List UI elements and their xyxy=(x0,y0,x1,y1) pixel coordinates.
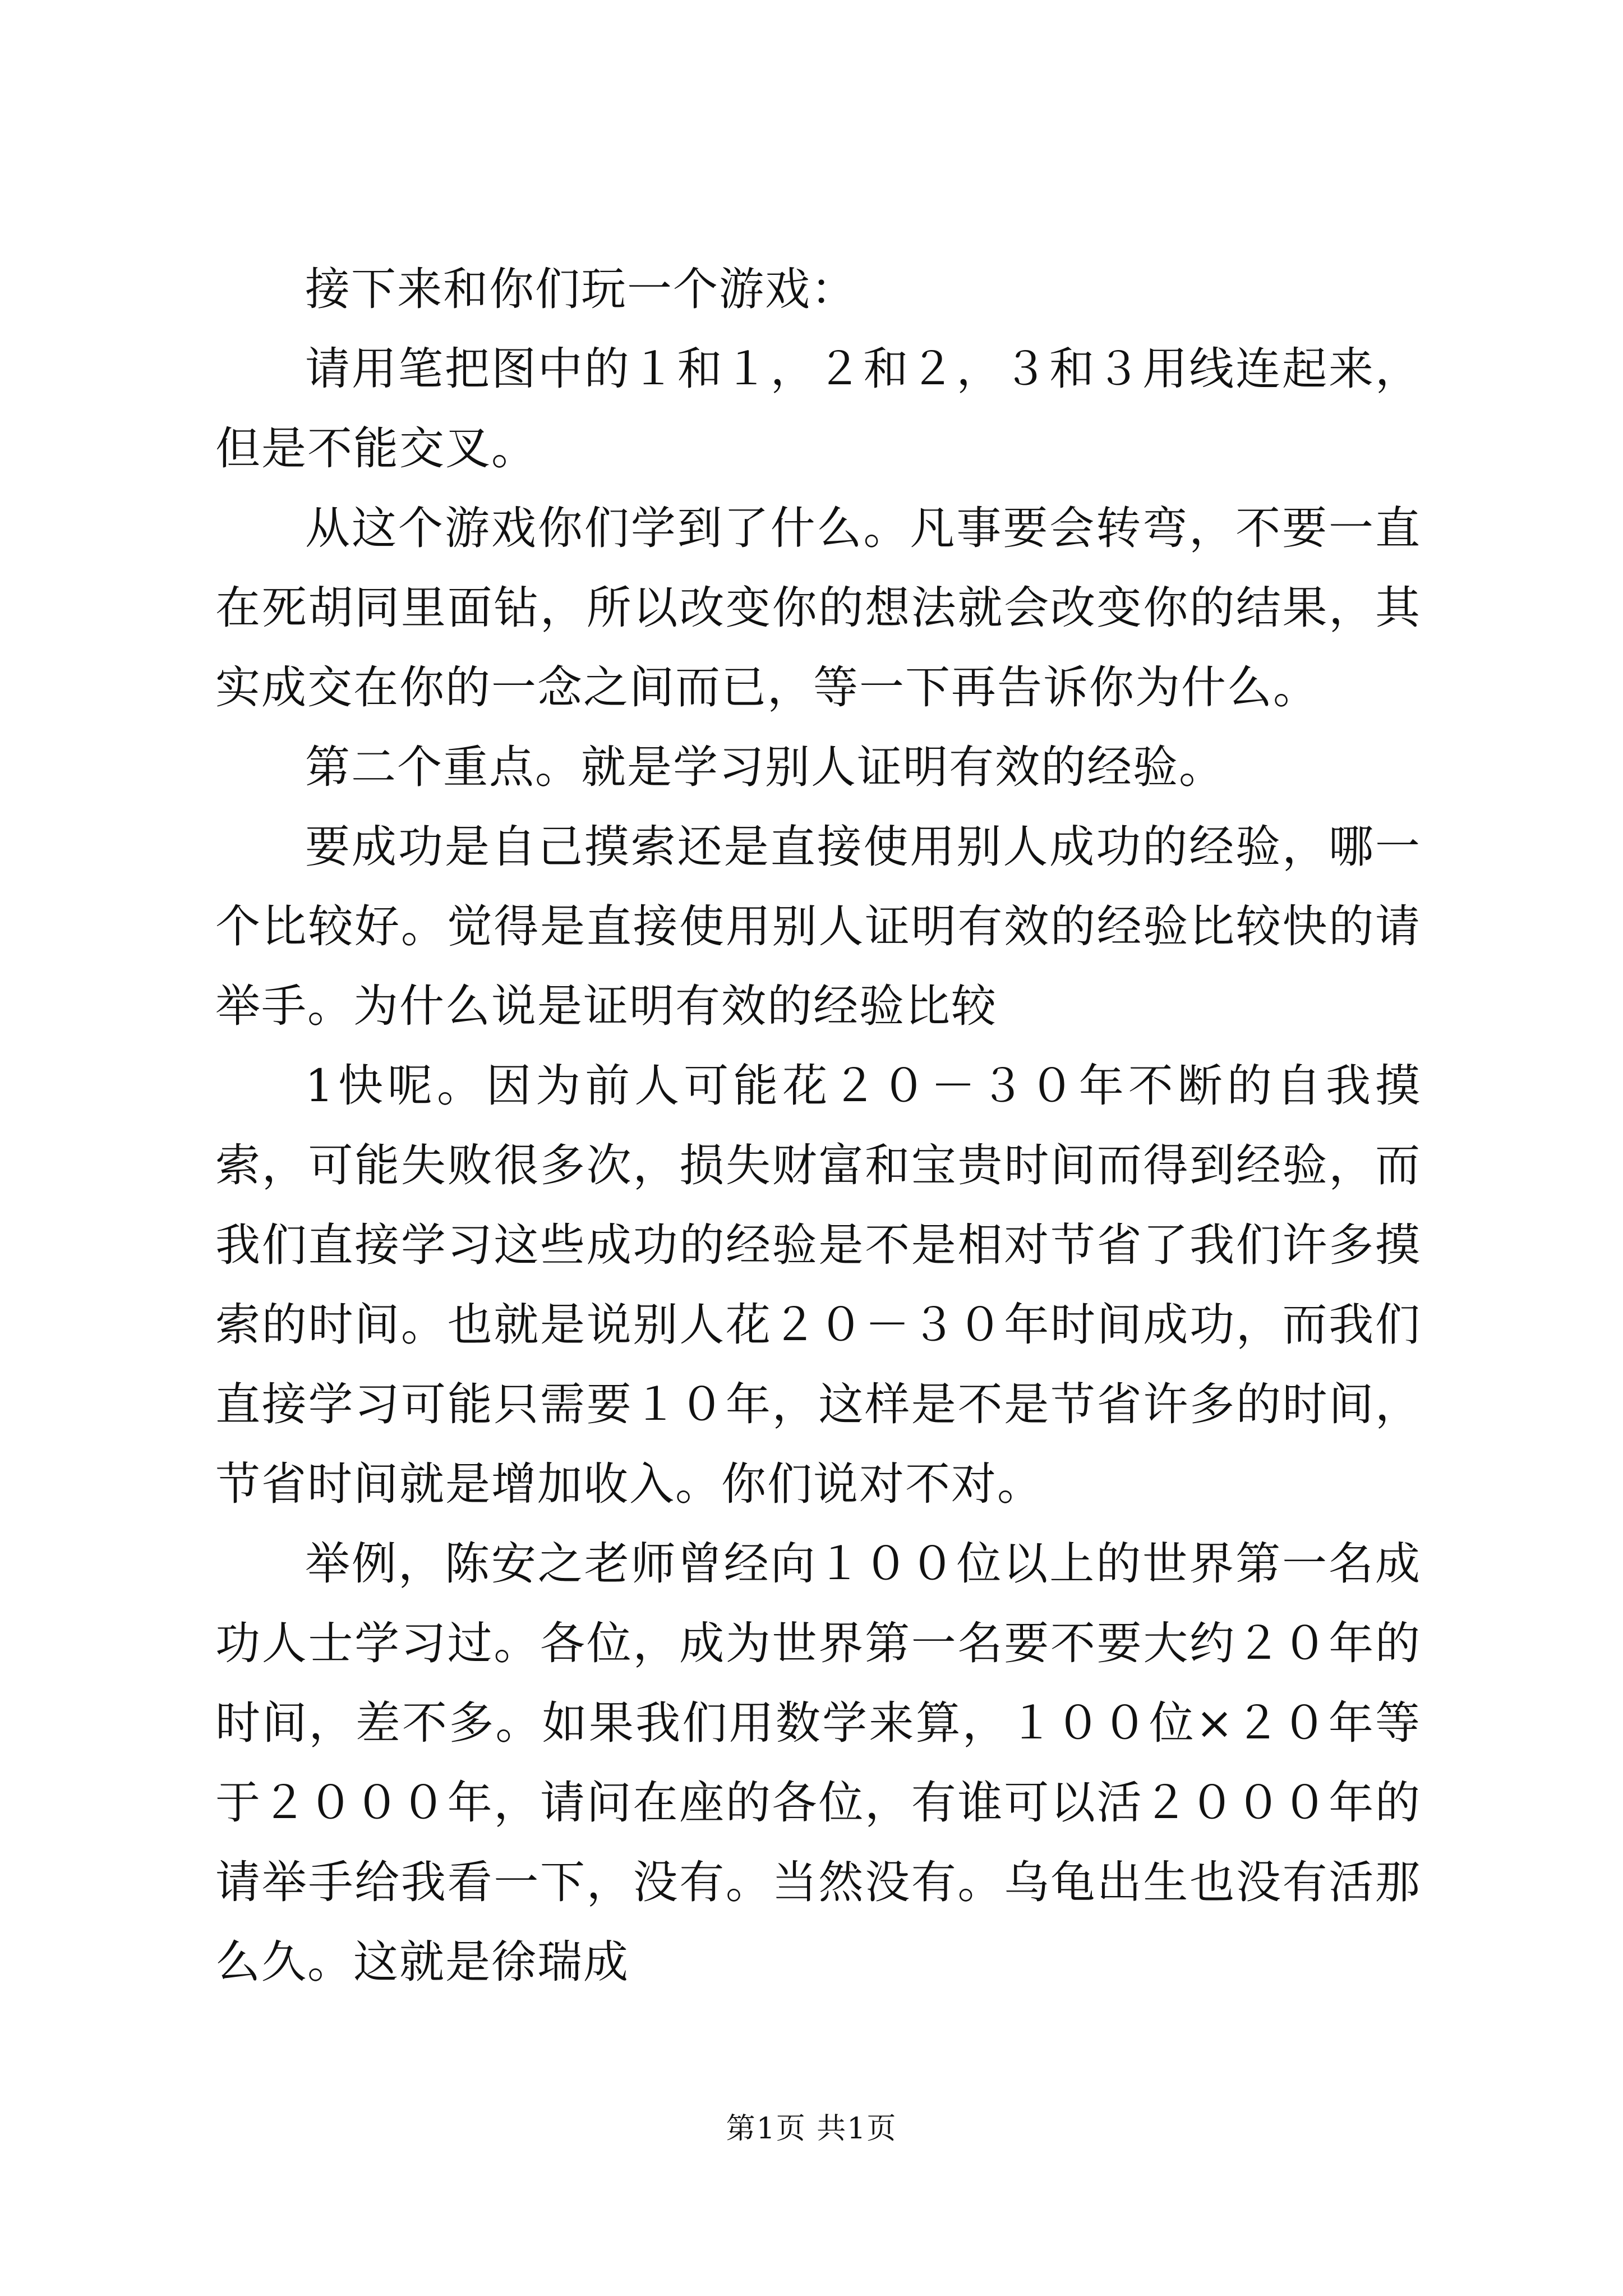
paragraph-game-lesson: 从这个游戏你们学到了什么。凡事要会转弯，不要一直在死胡同里面钻，所以改变你的想法就会改变你的结果，其实成交在你的一念之间而已，等一下再告诉你为什么。 xyxy=(215,502,1421,714)
paragraph-experience-question: 要成功是自己摸索还是直接使用别人成功的经验，哪一个比较好。觉得是直接使用别人证明有效的经验比较快的请举手。为什么说是证明有效的经验比较 xyxy=(215,821,1421,1032)
paragraph-second-point: 第二个重点。就是学习别人证明有效的经验。 xyxy=(305,741,1225,793)
paragraph-game-intro: 接下来和你们玩一个游戏： xyxy=(305,263,857,315)
page-footer: 第1页 共1页 xyxy=(726,2112,897,2146)
paragraph-save-time: 1快呢。因为前人可能花２０－３０年不断的自我摸索，可能失败很多次，损失财富和宝贵时间而得到经验，而我们直接学习这些成功的经验是不是相对节省了我们许多摸索的时间。也就是说别人花２０－３０年时间成功，而我们直接学习可能只需要１０年，这样是不是节省许多的时间，节省时间就是增加收入。你们说对不对。 xyxy=(215,1060,1421,1510)
paragraph-game-instructions: 请用笔把图中的１和１，２和２，３和３用线连起来，但是不能交叉。 xyxy=(215,343,1421,475)
document-body xyxy=(215,250,1421,2002)
paragraph-example: 举例，陈安之老师曾经向１００位以上的世界第一名成功人士学习过。各位，成为世界第一名要不要大约２０年的时间，差不多。如果我们用数学来算，１００位×２０年等于２０００年，请问在座的各位，有谁可以活２０００年的请举手给我看一下，没有。当然没有。乌龟出生也没有活那么久。这就是徐瑞成 xyxy=(215,1538,1421,1988)
